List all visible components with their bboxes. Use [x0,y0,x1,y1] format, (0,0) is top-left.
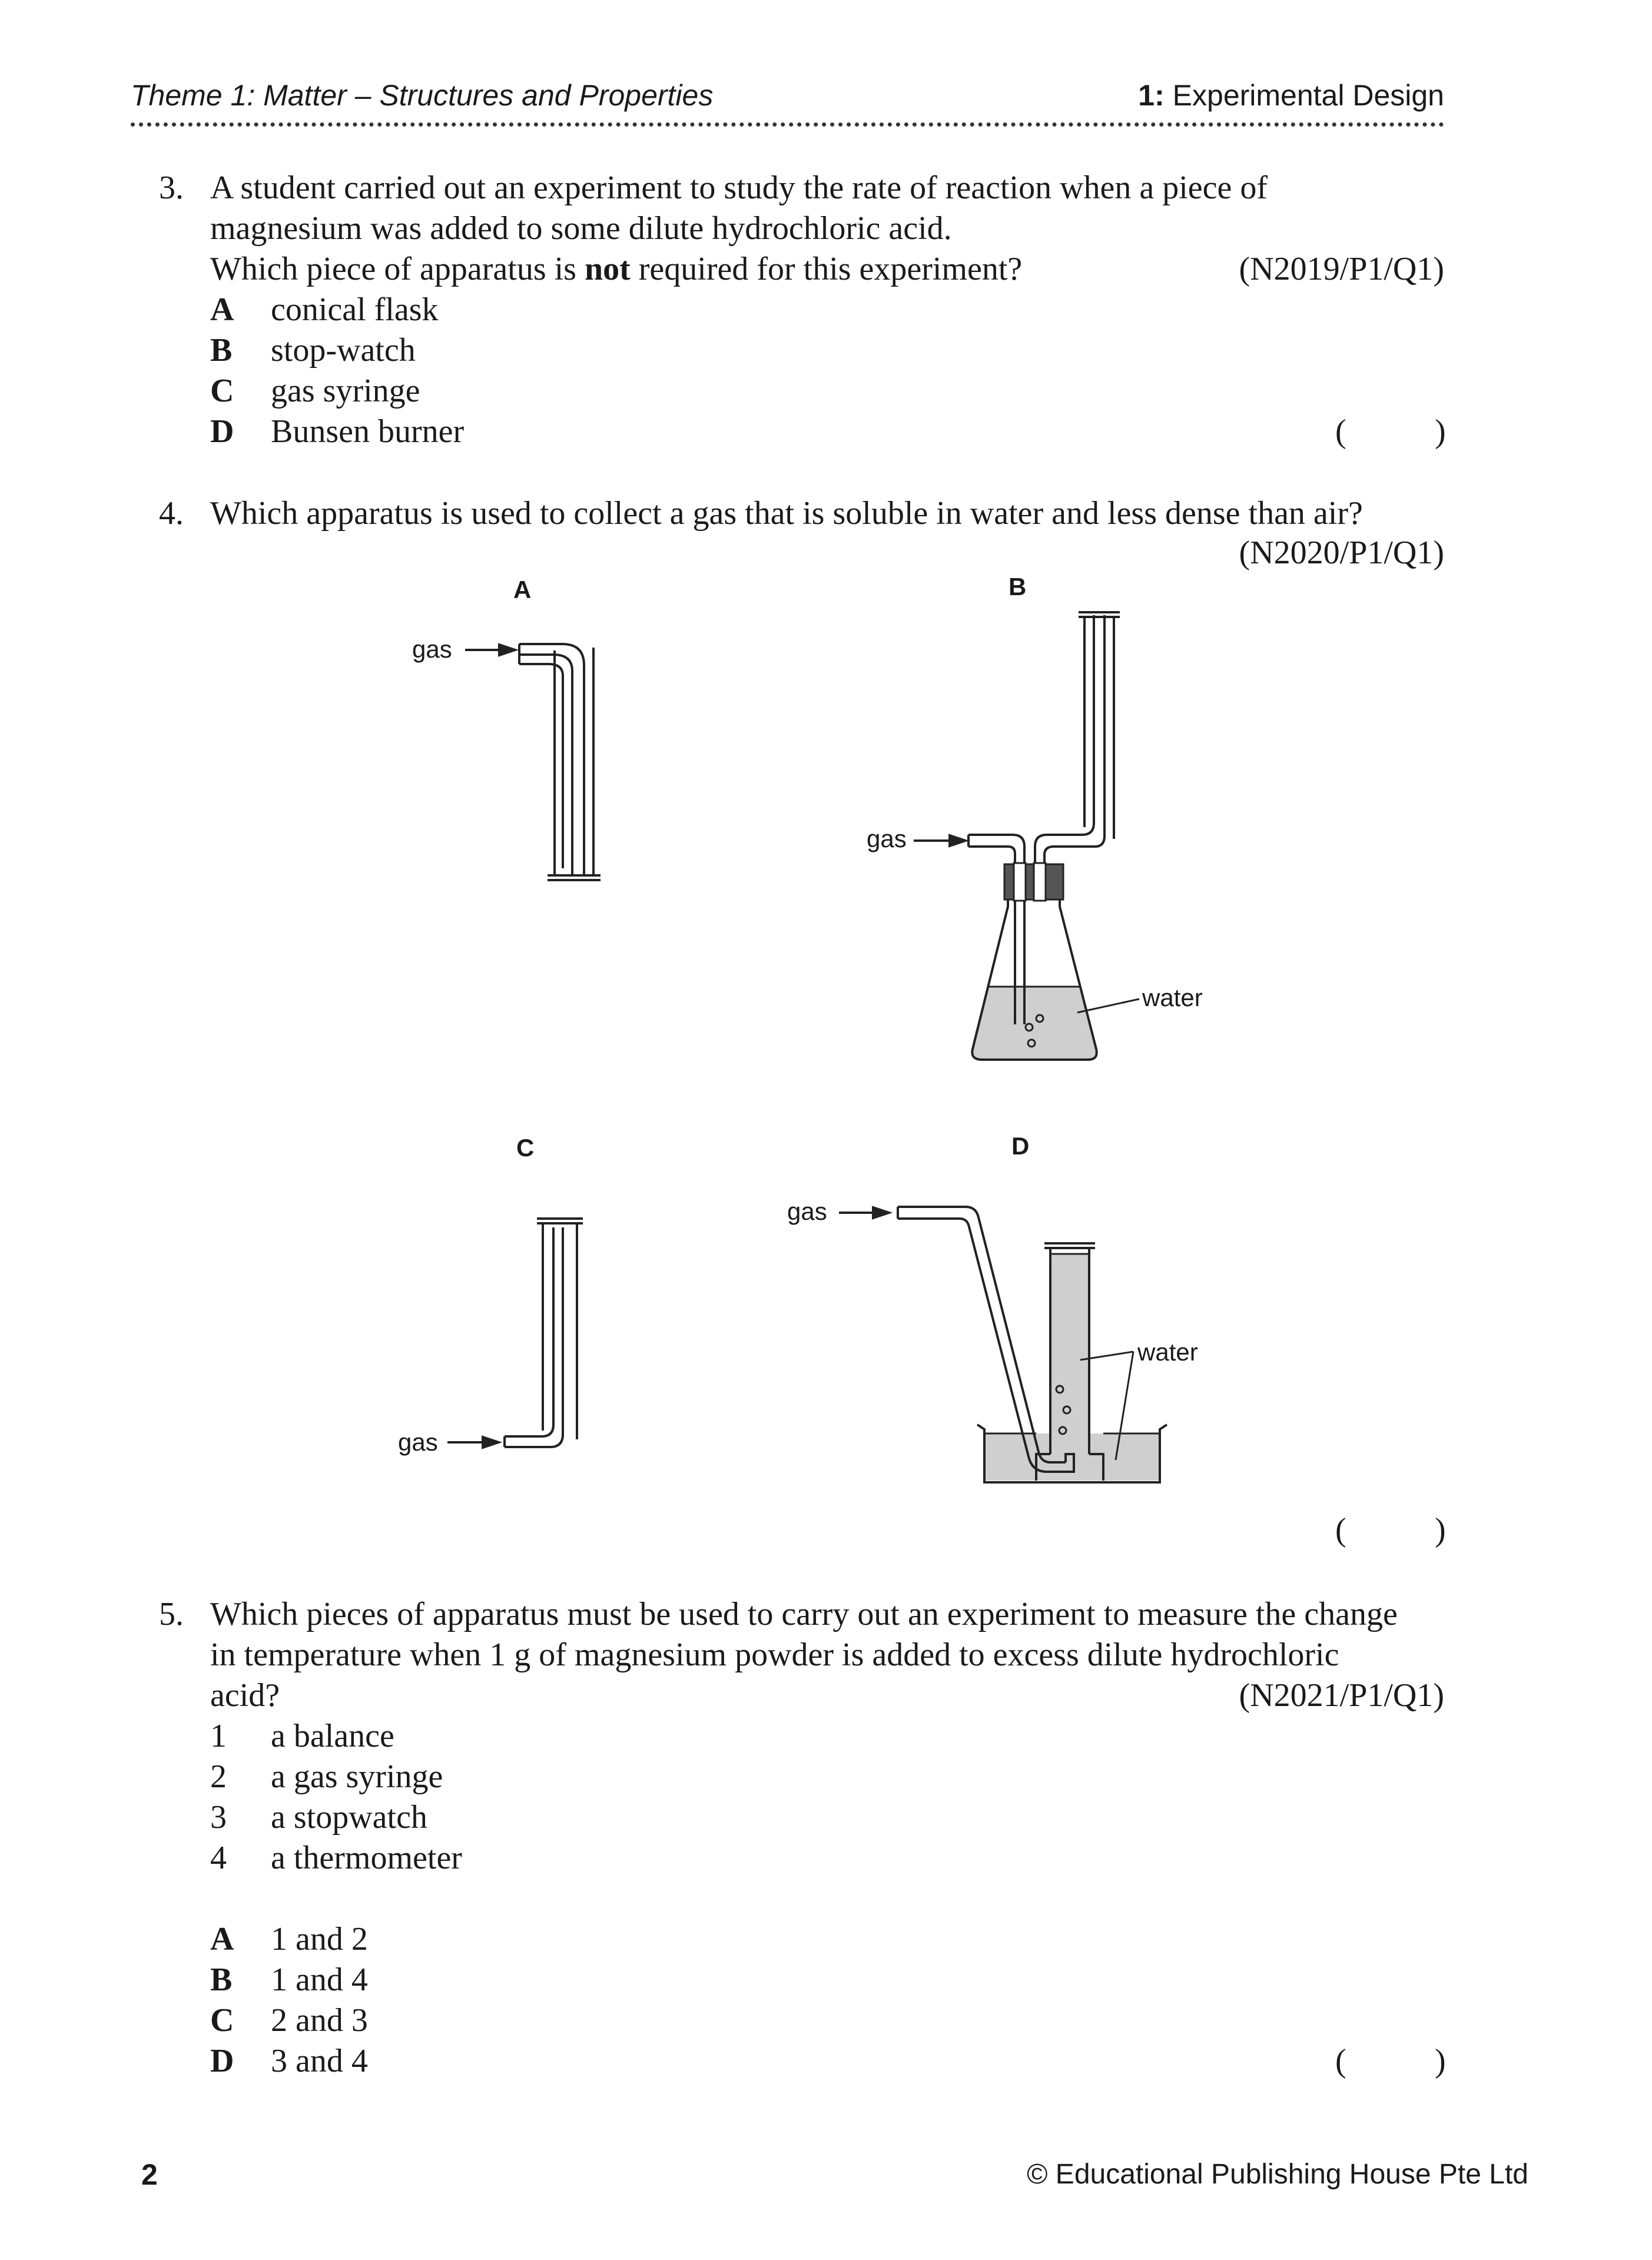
diagram-d-label: D [1011,1132,1030,1160]
q5-item-1-num: 1 [210,1718,227,1754]
q5-ref: (N2021/P1/Q1) [1239,1677,1444,1714]
q3-option-d-letter: D [210,413,234,450]
diagram-b-gas-label: gas [867,825,907,852]
q4-answer-paren-open: ( [1335,1512,1346,1548]
q3-answer-paren-open: ( [1335,413,1346,450]
diagram-d-tube-water [1050,1254,1089,1448]
q5-item-1-text: a balance [271,1718,394,1754]
diagram-a-gas-label: gas [412,635,452,663]
q5-line3: acid? [210,1677,280,1714]
diagram-b-label: B [1009,573,1027,600]
q3-option-a-text: conical flask [271,291,439,328]
q3-option-d-text: Bunsen burner [271,413,465,450]
q5-option-b-text: 1 and 4 [271,1962,368,1998]
q3-option-b-text: stop-watch [271,332,416,369]
q4-number: 4. [159,495,184,532]
q5-option-d-letter: D [210,2043,234,2079]
q5-item-3-num: 3 [210,1799,227,1836]
diagram-d-gas-label: gas [787,1197,827,1225]
q3-line1: A student carried out an experiment to study the rate of reaction when a piece of [210,170,1268,206]
q3-option-a-letter: A [210,291,234,328]
q3-option-b-letter: B [210,332,233,369]
page-number: 2 [141,2158,158,2191]
q5-item-2-num: 2 [210,1758,227,1795]
header-chapter-title: Experimental Design [1164,79,1444,112]
copyright: © Educational Publishing House Pte Ltd [1027,2159,1528,2190]
diagram-d-water-label: water [1137,1338,1198,1366]
q5-item-4-num: 4 [210,1840,227,1876]
q5-option-d-text: 3 and 4 [271,2043,368,2079]
q3-ref: (N2019/P1/Q1) [1239,251,1444,287]
q5-option-c-letter: C [210,2002,234,2039]
q5-item-4-text: a thermometer [271,1840,462,1876]
q3-option-c-text: gas syringe [271,373,420,409]
q4-answer-paren-close: ) [1435,1512,1446,1548]
q5-option-a-text: 1 and 2 [271,1921,368,1957]
q3-number: 3. [159,170,184,206]
header-left: Theme 1: Matter – Structures and Properties [131,79,714,112]
q5-number: 5. [159,1596,184,1632]
q5-answer-paren-close: ) [1435,2043,1446,2079]
header-chapter-number: 1: [1138,79,1165,112]
q3-option-c-letter: C [210,373,234,409]
q4-ref: (N2020/P1/Q1) [1239,535,1444,571]
q5-line1: Which pieces of apparatus must be used to carry out an experiment to measure the change [210,1596,1398,1632]
q3-answer-paren-close: ) [1435,413,1446,450]
q5-item-3-text: a stopwatch [271,1799,427,1836]
q3-line3-bold: not [584,251,631,287]
q5-option-b-letter: B [210,1962,233,1998]
q5-answer-paren-open: ( [1335,2043,1346,2079]
q3-line3-pre: Which piece of apparatus is [210,251,585,287]
diagram-c-gas-label: gas [398,1428,438,1456]
diagram-b-water-label: water [1142,984,1203,1011]
q5-line2: in temperature when 1 g of magnesium powder is added to excess dilute hydrochloric [210,1637,1339,1673]
q4-line1: Which apparatus is used to collect a gas that is soluble in water and less dense than air? [210,495,1363,532]
q3-line2: magnesium was added to some dilute hydrochloric acid. [210,210,952,247]
q5-item-2-text: a gas syringe [271,1758,443,1795]
q3-line3-post: required for this experiment? [630,251,1023,287]
diagram-c-label: C [516,1134,535,1161]
q5-option-c-text: 2 and 3 [271,2002,368,2039]
q5-option-a-letter: A [210,1921,234,1957]
diagram-a-label: A [513,576,532,603]
